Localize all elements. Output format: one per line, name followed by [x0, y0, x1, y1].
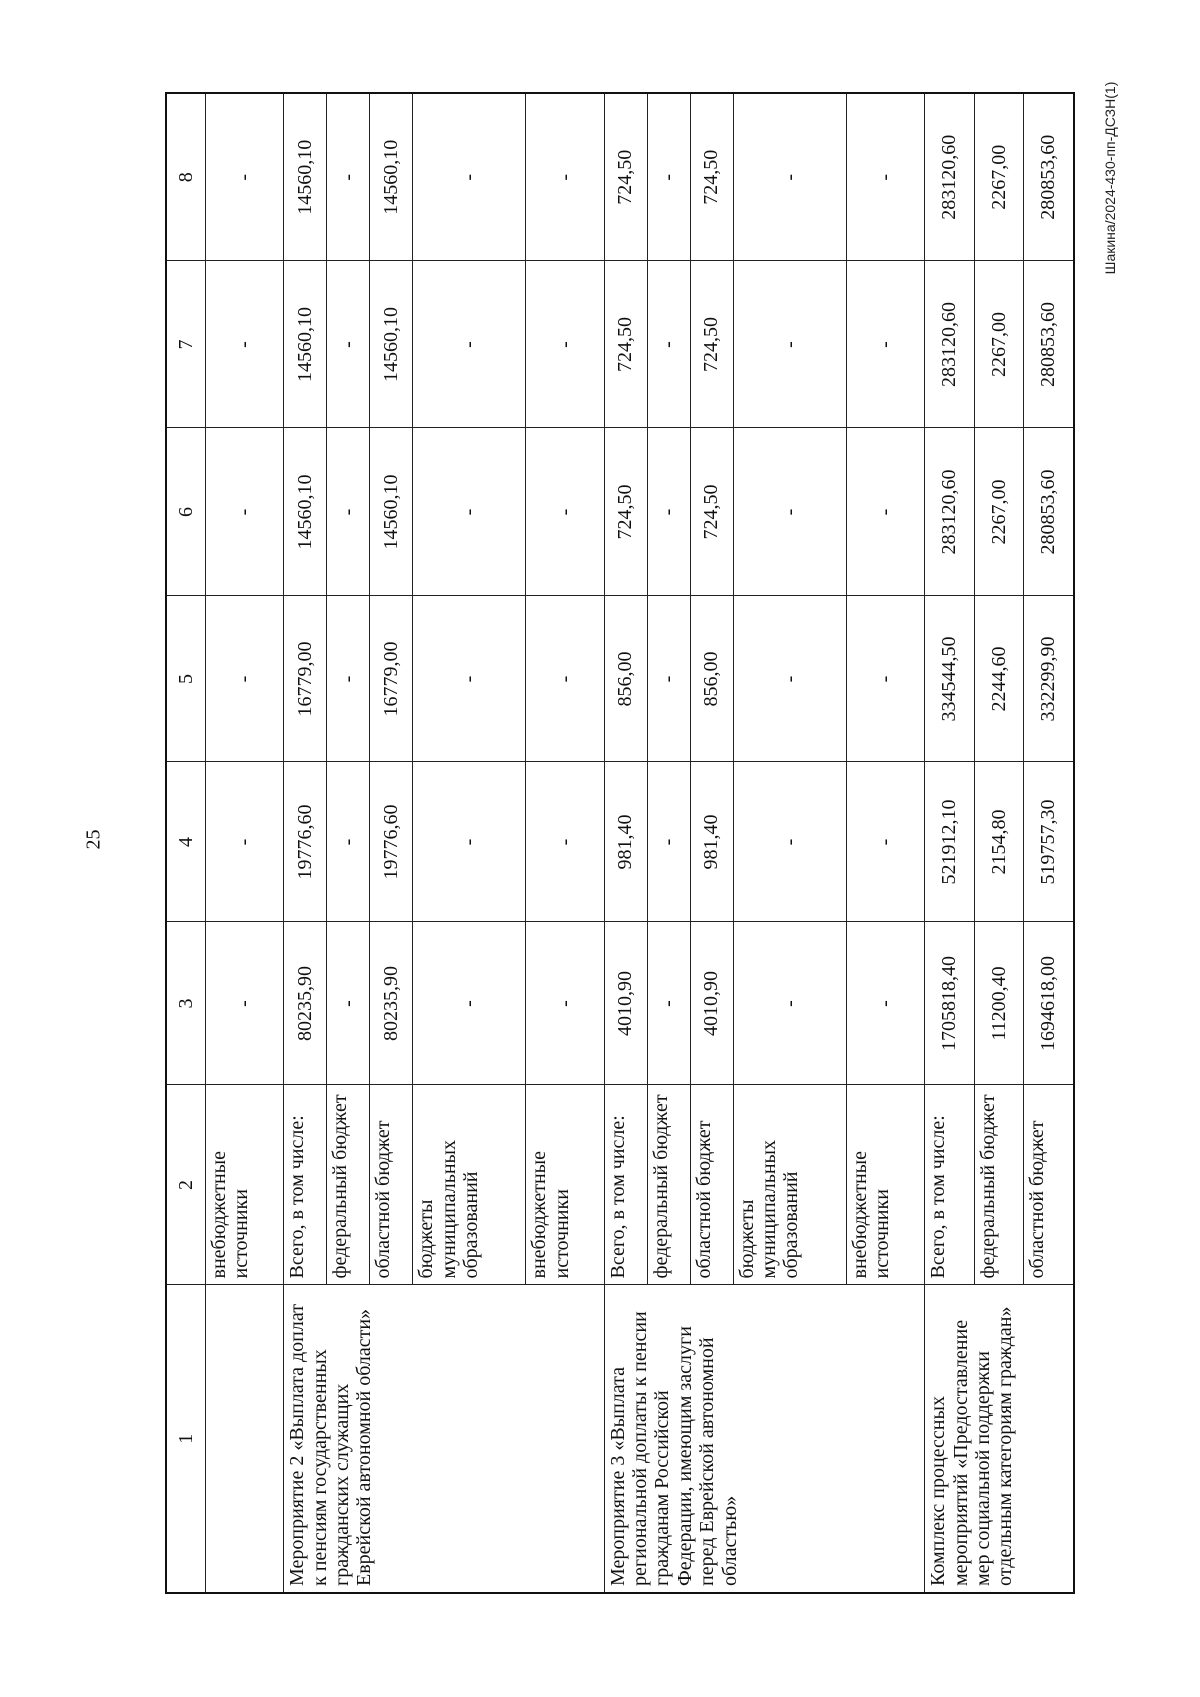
- amount-cell: 856,00: [604, 596, 647, 762]
- table-row: [284, 93, 327, 1593]
- amount-cell: -: [413, 428, 526, 596]
- amount-cell: 2267,00: [974, 93, 1023, 261]
- amount-cell: -: [647, 93, 690, 261]
- amount-cell: 981,40: [604, 762, 647, 922]
- amount-cell: 80235,90: [284, 922, 327, 1085]
- table-row: [206, 93, 284, 1593]
- column-header: 3: [166, 922, 206, 1085]
- amount-cell: -: [846, 261, 924, 428]
- amount-cell: -: [846, 596, 924, 762]
- funding-source-cell: внебюджетные источники: [526, 1085, 604, 1285]
- amount-cell: 11200,40: [974, 922, 1023, 1085]
- amount-cell: -: [733, 93, 846, 261]
- amount-cell: -: [413, 596, 526, 762]
- funding-source-cell: Всего, в том числе:: [604, 1085, 647, 1285]
- amount-cell: 724,50: [604, 261, 647, 428]
- amount-cell: 14560,10: [284, 93, 327, 261]
- amount-cell: 1694618,00: [1024, 922, 1075, 1085]
- amount-cell: -: [327, 261, 370, 428]
- amount-cell: 283120,60: [925, 93, 974, 261]
- activity-name-cell: [206, 1285, 284, 1593]
- amount-cell: 16779,00: [370, 596, 413, 762]
- amount-cell: -: [733, 261, 846, 428]
- funding-source-cell: внебюджетные источники: [206, 1085, 284, 1285]
- amount-cell: 2244,60: [974, 596, 1023, 762]
- table-header-row: [166, 93, 206, 1593]
- amount-cell: 724,50: [690, 93, 733, 261]
- amount-cell: 724,50: [604, 428, 647, 596]
- amount-cell: -: [647, 261, 690, 428]
- amount-cell: -: [733, 922, 846, 1085]
- amount-cell: -: [327, 762, 370, 922]
- amount-cell: 856,00: [690, 596, 733, 762]
- amount-cell: -: [206, 596, 284, 762]
- amount-cell: 16779,00: [284, 596, 327, 762]
- amount-cell: -: [327, 922, 370, 1085]
- amount-cell: 14560,10: [370, 261, 413, 428]
- column-header: 2: [166, 1085, 206, 1285]
- table-row: [925, 93, 974, 1593]
- activity-name-cell: Мероприятие 2 «Выплата доплат к пенсиям государственных гражданских служащих Еврейской автономной области»: [284, 1285, 604, 1593]
- funding-source-cell: федеральный бюджет: [974, 1085, 1023, 1285]
- amount-cell: 14560,10: [370, 428, 413, 596]
- funding-source-cell: федеральный бюджет: [647, 1085, 690, 1285]
- amount-cell: 2267,00: [974, 261, 1023, 428]
- table-row: [604, 93, 647, 1593]
- amount-cell: 19776,60: [284, 762, 327, 922]
- column-header: 7: [166, 261, 206, 428]
- column-header: 5: [166, 596, 206, 762]
- amount-cell: 280853,60: [1024, 261, 1075, 428]
- amount-cell: -: [846, 428, 924, 596]
- column-header: 8: [166, 93, 206, 261]
- amount-cell: -: [526, 261, 604, 428]
- amount-cell: 4010,90: [690, 922, 733, 1085]
- column-header: 1: [166, 1285, 206, 1593]
- budget-table: [165, 92, 1075, 1594]
- amount-cell: -: [733, 428, 846, 596]
- amount-cell: -: [647, 922, 690, 1085]
- amount-cell: 724,50: [690, 428, 733, 596]
- funding-source-cell: Всего, в том числе:: [925, 1085, 974, 1285]
- amount-cell: 2267,00: [974, 428, 1023, 596]
- amount-cell: -: [733, 596, 846, 762]
- amount-cell: -: [647, 428, 690, 596]
- amount-cell: -: [846, 93, 924, 261]
- amount-cell: 280853,60: [1024, 428, 1075, 596]
- amount-cell: -: [327, 596, 370, 762]
- amount-cell: 724,50: [690, 261, 733, 428]
- funding-source-cell: областной бюджет: [1024, 1085, 1075, 1285]
- funding-source-cell: бюджеты муниципальных образований: [413, 1085, 526, 1285]
- table-body: [206, 93, 1075, 1593]
- amount-cell: -: [206, 428, 284, 596]
- amount-cell: -: [327, 428, 370, 596]
- amount-cell: -: [206, 93, 284, 261]
- document-footer-code: Шакина/2024-430-пп-ДСЗН(1): [1102, 81, 1118, 275]
- funding-source-cell: Всего, в том числе:: [284, 1085, 327, 1285]
- amount-cell: 334544,50: [925, 596, 974, 762]
- amount-cell: -: [526, 922, 604, 1085]
- amount-cell: -: [647, 596, 690, 762]
- column-header: 4: [166, 762, 206, 922]
- amount-cell: 4010,90: [604, 922, 647, 1085]
- activity-name-cell: Мероприятие 3 «Выплата региональной доплаты к пенсии гражданам Российской Федерации, имеющим заслуги перед Еврейской автономной областью»: [604, 1285, 924, 1593]
- amount-cell: -: [733, 762, 846, 922]
- page-number: 25: [82, 829, 105, 850]
- funding-source-cell: бюджеты муниципальных образований: [733, 1085, 846, 1285]
- amount-cell: -: [206, 762, 284, 922]
- amount-cell: -: [846, 762, 924, 922]
- amount-cell: -: [647, 762, 690, 922]
- funding-source-cell: федеральный бюджет: [327, 1085, 370, 1285]
- funding-source-cell: областной бюджет: [690, 1085, 733, 1285]
- amount-cell: 14560,10: [284, 261, 327, 428]
- rotated-table-container: [165, 94, 1075, 1594]
- amount-cell: 519757,30: [1024, 762, 1075, 922]
- amount-cell: 14560,10: [370, 93, 413, 261]
- amount-cell: 724,50: [604, 93, 647, 261]
- funding-source-cell: областной бюджет: [370, 1085, 413, 1285]
- amount-cell: 521912,10: [925, 762, 974, 922]
- activity-name-cell: Комплекс процессных мероприятий «Предоставление мер социальной поддержки отдельным категориям граждан»: [925, 1285, 1074, 1593]
- amount-cell: 2154,80: [974, 762, 1023, 922]
- amount-cell: -: [413, 762, 526, 922]
- amount-cell: 80235,90: [370, 922, 413, 1085]
- amount-cell: 332299,90: [1024, 596, 1075, 762]
- amount-cell: 14560,10: [284, 428, 327, 596]
- amount-cell: -: [413, 261, 526, 428]
- amount-cell: -: [413, 93, 526, 261]
- amount-cell: 19776,60: [370, 762, 413, 922]
- amount-cell: -: [526, 93, 604, 261]
- amount-cell: -: [526, 762, 604, 922]
- amount-cell: -: [206, 922, 284, 1085]
- amount-cell: -: [526, 428, 604, 596]
- funding-source-cell: внебюджетные источники: [846, 1085, 924, 1285]
- amount-cell: -: [846, 922, 924, 1085]
- amount-cell: -: [526, 596, 604, 762]
- amount-cell: -: [206, 261, 284, 428]
- amount-cell: 981,40: [690, 762, 733, 922]
- amount-cell: -: [327, 93, 370, 261]
- amount-cell: 1705818,40: [925, 922, 974, 1085]
- column-header: 6: [166, 428, 206, 596]
- amount-cell: 283120,60: [925, 428, 974, 596]
- amount-cell: 280853,60: [1024, 93, 1075, 261]
- amount-cell: -: [413, 922, 526, 1085]
- amount-cell: 283120,60: [925, 261, 974, 428]
